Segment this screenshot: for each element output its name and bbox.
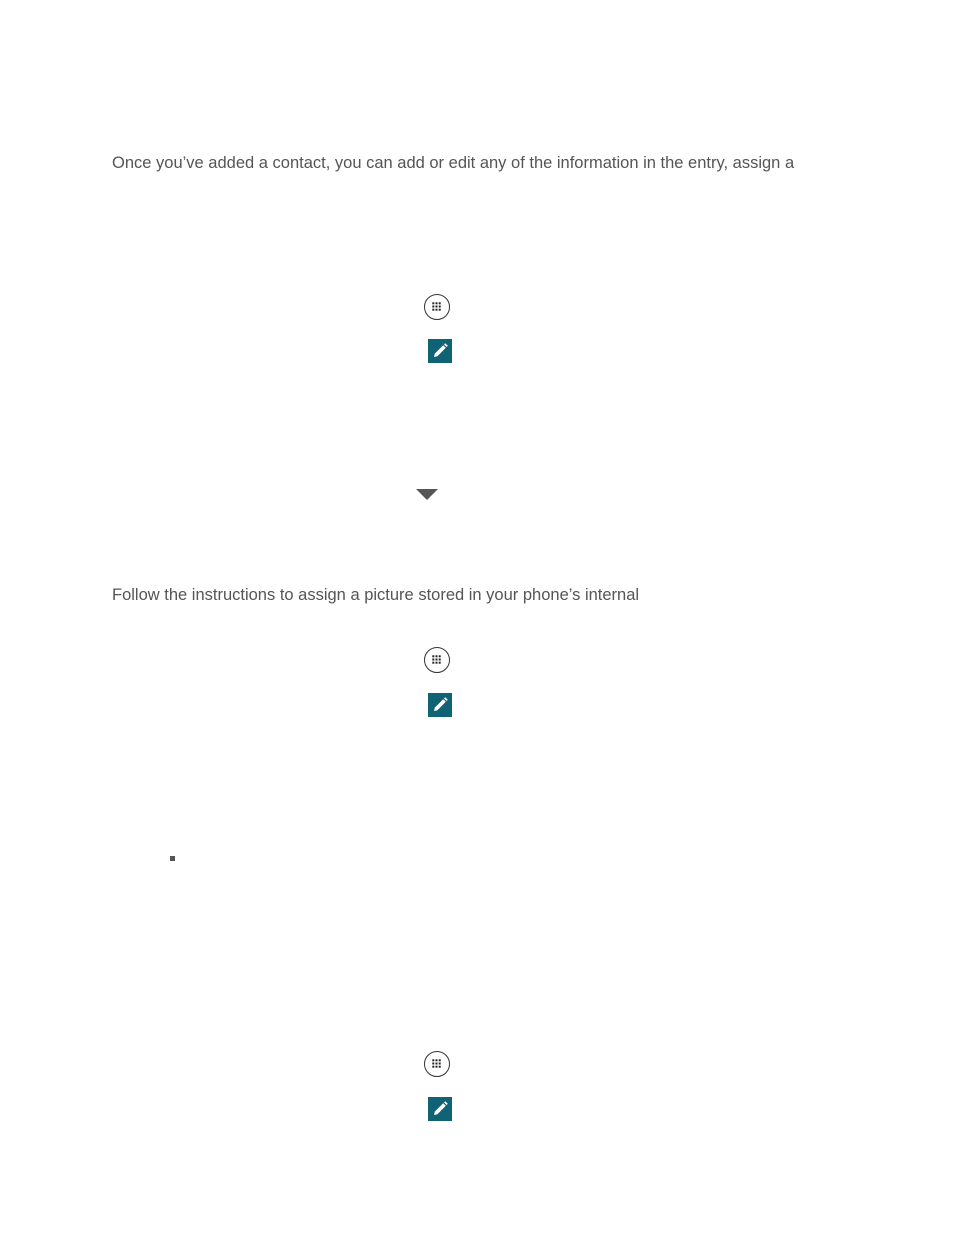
apps-icon (424, 294, 450, 320)
apps-icon (424, 647, 450, 673)
list-bullet (170, 856, 175, 861)
menu-dropdown-arrow-icon (416, 489, 438, 500)
apps-icon (424, 1051, 450, 1077)
intro-paragraph: Once you’ve added a contact, you can add or edit any of the information in the entry, assign a (112, 154, 795, 172)
edit-icon (428, 693, 452, 717)
picture-instructions-paragraph: Follow the instructions to assign a picture stored in your phone’s internal (112, 586, 640, 604)
edit-icon (428, 1097, 452, 1121)
edit-icon (428, 339, 452, 363)
